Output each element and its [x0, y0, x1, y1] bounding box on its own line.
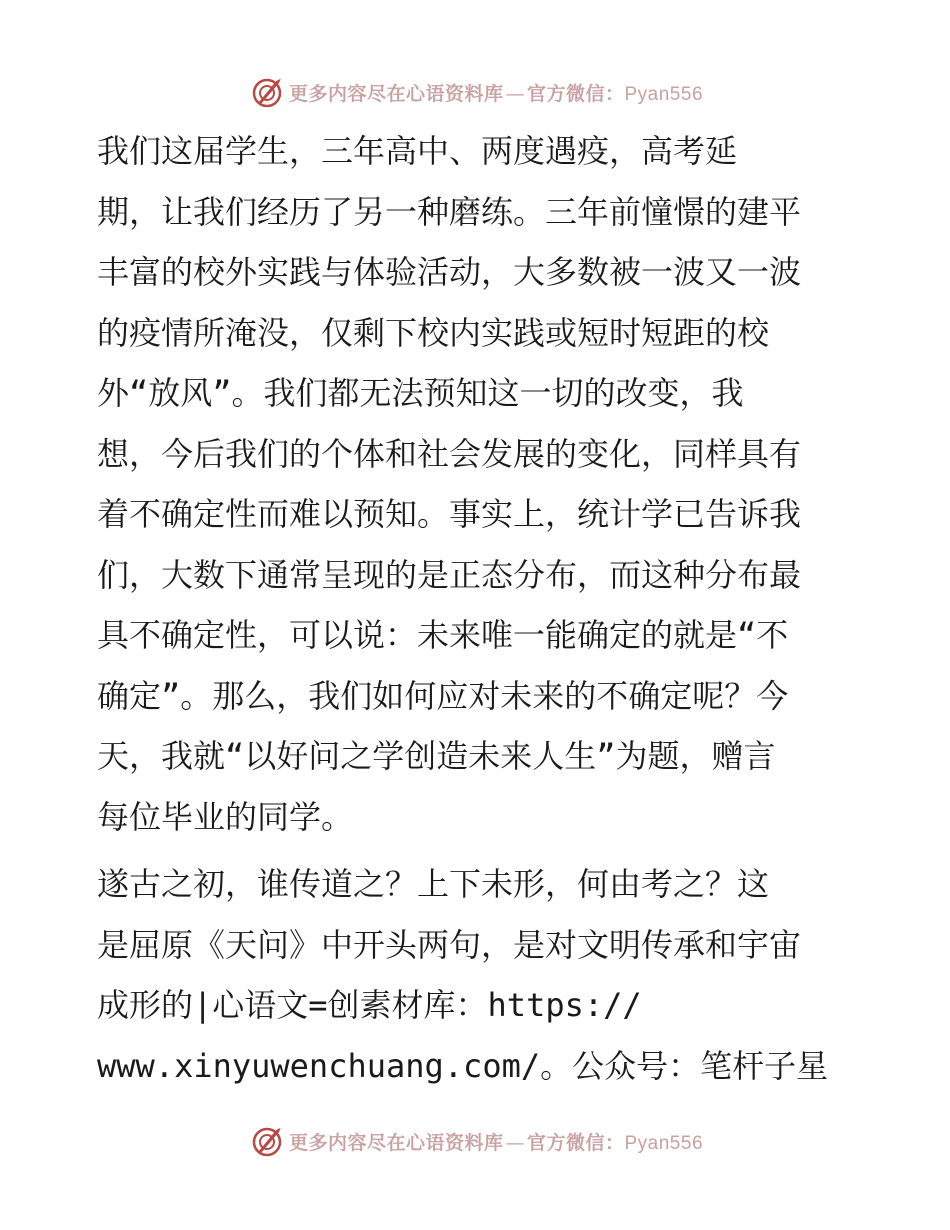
footer-banner-inner — [251, 1124, 703, 1158]
header-banner-title: 更多内容尽在心语资料库 — [288, 82, 504, 105]
paragraph-line: 天，我就“以好问之学创造未来人生”为题，赠言 — [97, 737, 776, 775]
paragraph-line: 我们这届学生，三年高中、两度遇疫，高考延 — [97, 132, 738, 170]
paragraph-line: 每位毕业的同学。 — [97, 797, 354, 836]
paragraph-line: 遂古之初，谁传道之？上下未形，何由考之？这 — [97, 865, 770, 903]
quill-logo-icon — [251, 1124, 285, 1158]
paragraph-1 — [97, 121, 857, 847]
paragraph-line: 丰富的校外实践与体验活动，大多数被一波又一波 — [97, 253, 802, 291]
document-body — [97, 121, 857, 1096]
quill-logo-icon — [251, 75, 285, 109]
footer-banner — [0, 1121, 950, 1161]
footer-banner-separator: — — [505, 1131, 525, 1154]
header-banner-inner — [251, 75, 703, 109]
paragraph-line: 是屈原《天问》中开头两句，是对文明传承和宇宙 — [97, 925, 802, 964]
paragraph-line: 的疫情所淹没，仅剩下校内实践或短时短距的校 — [97, 313, 770, 352]
paragraph-line: 外“放风”。我们都无法预知这一切的改变，我 — [97, 374, 744, 412]
footer-banner-title: 更多内容尽在心语资料库 — [288, 1131, 504, 1154]
header-banner-text — [289, 79, 703, 106]
paragraph-line: 成形的|心语文=创素材库：https:// — [97, 986, 642, 1024]
paragraph-spacer — [97, 847, 857, 854]
header-wechat-id: Pyan556 — [624, 83, 704, 105]
paragraph-line: 具不确定性，可以说：未来唯一能确定的就是“不 — [97, 616, 789, 654]
footer-wechat-id: Pyan556 — [624, 1132, 704, 1154]
paragraph-line: 想，今后我们的个体和社会发展的变化，同样具有 — [97, 434, 802, 473]
footer-wechat-label: 官方微信： — [526, 1131, 625, 1154]
paragraph-line: 着不确定性而难以预知。事实上，统计学已告诉我 — [97, 495, 802, 533]
paragraph-line: 们，大数下通常呈现的是正态分布，而这种分布最 — [97, 555, 802, 594]
paragraph-line: www.xinyuwenchuang.com/。公众号：笔杆子星 — [97, 1046, 829, 1085]
paragraph-line: 期，让我们经历了另一种磨练。三年前憧憬的建平 — [97, 192, 802, 231]
header-banner — [0, 72, 950, 112]
paragraph-2 — [97, 854, 857, 1096]
footer-banner-text — [289, 1128, 703, 1155]
paragraph-line: 确定”。那么，我们如何应对未来的不确定呢？今 — [97, 676, 789, 715]
header-wechat-label: 官方微信： — [526, 82, 625, 105]
header-banner-separator: — — [505, 82, 525, 105]
